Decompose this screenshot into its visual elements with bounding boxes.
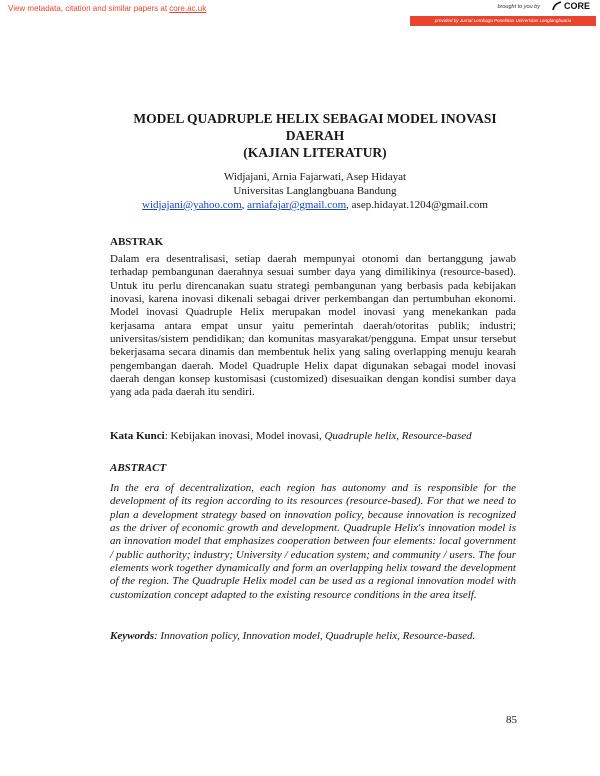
brought-to-you-label: brought to you by: [497, 4, 540, 10]
abstrak-heading: ABSTRAK: [110, 236, 164, 248]
abstract-heading: ABSTRACT: [110, 462, 167, 474]
core-logo-icon: [552, 1, 562, 11]
core-logo[interactable]: [552, 1, 590, 11]
kata-kunci-line: Kata Kunci: Kebijakan inovasi, Model inovasi, Quadruple helix, Resource-based: [110, 430, 472, 442]
abstrak-text: Dalam era desentralisasi, setiap daerah mempunyai otonomi dan bertanggung jawab terhadap pembangunan daerahnya sesuai sumber daya yang dimilikinya (resource-based). Untuk itu perlu direncanakan suatu strategi pembangunan yang berbasis pada kebijakan inovasi, karena inovasi dikenali sebagai driver perkembangan dan pertumbuhan ekonomi. Model inovasi Quadruple Helix merupakan model inovasi yang menekankan pada kerjasama antara empat unsur yaitu pemerintah daerah/otoritas publik; industri; universitas/sistem pendidikan; dan komunitas masyarakat/pengguna. Empat unsur tersebut bekerjasama secara dinamis dan membentuk helix yang saling overlapping menuju kearah pengembangan daerah. Model Quadruple Helix dapat digunakan sebagai model inovasi daerah dengan konsep kustomisasi (customized) disesuaikan dengan kondisi sumber daya yang ada pada daerah itu sendiri.: [110, 253, 516, 399]
paper-title: [110, 110, 520, 161]
email-link-1[interactable]: widjajani@yahoo.com: [142, 199, 242, 211]
core-metadata-link[interactable]: View metadata, citation and similar papers at core.ac.uk: [8, 4, 207, 13]
title-line-2: DAERAH: [285, 128, 345, 143]
core-header-bar: [0, 0, 600, 28]
email-3: asep.hidayat.1204@gmail.com: [351, 199, 488, 211]
provided-by-banner: provided by Jurnal Lembaga Penelitian Universitas Langlangbuana: [410, 16, 596, 26]
author-block: [110, 170, 520, 212]
title-line-3: (KAJIAN LITERATUR): [243, 145, 387, 160]
core-logo-text: CORE: [563, 1, 590, 11]
keywords-line: Keywords: Innovation policy, Innovation model, Quadruple helix, Resource-based.: [110, 630, 476, 642]
email-link-2[interactable]: arniafajar@gmail.com: [247, 199, 347, 211]
author-names: Widjajani, Arnia Fajarwati, Asep Hidayat: [223, 171, 407, 183]
abstract-text: In the era of decentralization, each region has autonomy and is responsible for the development of its region according to its resources (resource-based). For that we need to plan a development strategy based on innovation policy, because innovation is recognized as the driver of economic growth and development. Quadruple Helix's innovation model is an innovation model that emphasizes cooperation between four elements: local government / public authority; industry; University / education system; and community / users. The four elements work together dynamically and form an overlapping helix toward the development of the region. The Quadruple Helix model can be used as a regional innovation model with customization concept adapted to the existing resource conditions in the area itself.: [110, 482, 516, 601]
author-affiliation: Universitas Langlangbuana Bandung: [233, 185, 397, 197]
page-number: 85: [506, 714, 517, 726]
author-emails: widjajani@yahoo.com, arniafajar@gmail.com, asep.hidayat.1204@gmail.com: [142, 199, 488, 211]
title-line-1: MODEL QUADRUPLE HELIX SEBAGAI MODEL INOVASI: [133, 111, 497, 126]
